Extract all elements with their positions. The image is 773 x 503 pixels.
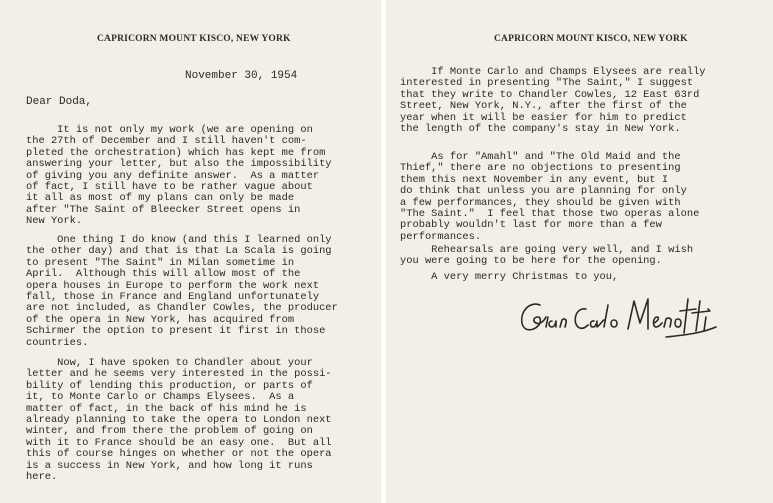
text-line: Rehearsals are going very well, and I wish bbox=[400, 244, 694, 256]
text-line: this of course hinges on whether or not the opera bbox=[26, 448, 332, 461]
letter-page-left bbox=[0, 0, 381, 503]
text-line: a few performances, they should be given with bbox=[400, 196, 681, 209]
text-line: pleted the orchestration) which has kept me from bbox=[26, 146, 326, 159]
letter-date: November 30, 1954 bbox=[185, 70, 298, 82]
text-line: It is not only my work (we are opening on bbox=[26, 124, 313, 136]
signature bbox=[516, 287, 726, 347]
text-line: bility of lending this production, or parts of bbox=[26, 379, 313, 392]
text-line: countries. bbox=[26, 336, 89, 349]
text-line: "The Saint." I feel that those two operas alone bbox=[400, 207, 700, 220]
paragraph bbox=[26, 358, 332, 483]
text-line: matter of fact, in the back of his mind he is bbox=[26, 402, 307, 415]
text-line: do think that unless you are planning for only bbox=[400, 185, 687, 198]
paragraph bbox=[400, 67, 706, 135]
paragraph bbox=[26, 125, 332, 228]
text-line: after "The Saint of Bleecker Street opens in bbox=[26, 203, 301, 216]
text-line: Schirmer the option to present it first in those bbox=[26, 325, 326, 338]
text-line: answering your letter, but also the impossibility bbox=[26, 158, 332, 171]
letterhead: CAPRICORN MOUNT KISCO, NEW YORK bbox=[494, 34, 688, 44]
text-line: Street, New York, N.Y., after the first of the bbox=[400, 100, 687, 113]
text-line: winter, and from there the problem of going on bbox=[26, 425, 313, 438]
text-line: New York. bbox=[26, 215, 83, 228]
text-line: One thing I do know (and this I learned only bbox=[26, 234, 332, 246]
text-line: here. bbox=[26, 470, 58, 483]
text-line: As for "Amahl" and "The Old Maid and the bbox=[400, 151, 681, 163]
signature-icon bbox=[516, 287, 726, 347]
text-line: that they write to Chandler Cowles, 12 East 63rd bbox=[400, 88, 700, 101]
text-line: probably wouldn't last for more than a few bbox=[400, 219, 662, 232]
salutation: Dear Doda, bbox=[26, 96, 93, 108]
letterhead: CAPRICORN MOUNT KISCO, NEW YORK bbox=[97, 34, 291, 44]
text-line: year when it will be easier for him to predict bbox=[400, 111, 687, 124]
text-line: of the opera in New York, has acquired from bbox=[26, 313, 295, 326]
text-line: A very merry Christmas to you, bbox=[400, 271, 619, 283]
text-line: them this next November in any event, but I bbox=[400, 173, 669, 186]
text-line: of giving you any definite answer. As a matter bbox=[26, 169, 320, 182]
text-line: to present "The Saint" in Milan sometime in bbox=[26, 256, 295, 269]
text-line: is a success in New York, and how long it runs bbox=[26, 459, 313, 472]
text-line: you were going to be here for the opening. bbox=[400, 255, 662, 268]
text-line: it, to Monte Carlo or Champs Elysees. As a bbox=[26, 391, 295, 404]
text-line: opera houses in Europe to perform the work next bbox=[26, 279, 320, 292]
text-line: with it to France should be an easy one. But all bbox=[26, 436, 332, 449]
text-line: the 27th of December and I still haven't com- bbox=[26, 135, 307, 148]
paragraph bbox=[26, 235, 338, 349]
closing bbox=[400, 272, 618, 283]
paragraph bbox=[400, 152, 699, 243]
text-line: fall, those in France and England unfortunately bbox=[26, 290, 320, 303]
text-line: are not included, as Chandler Cowles, the producer bbox=[26, 302, 338, 315]
text-line: of fact, I still have to be rather vague about bbox=[26, 180, 313, 193]
text-line: If Monte Carlo and Champs Elysees are really bbox=[400, 66, 706, 78]
text-line: interested in presenting "The Saint," I suggest bbox=[400, 77, 694, 90]
text-line: already planning to take the opera to London next bbox=[26, 413, 332, 426]
text-line: Thief," there are no objections to presenting bbox=[400, 162, 681, 175]
text-line: performances. bbox=[400, 230, 482, 243]
text-line: the other day) and that is that La Scala is going bbox=[26, 245, 332, 258]
text-line: it all as most of my plans can only be made bbox=[26, 192, 295, 205]
text-line: April. Although this will allow most of the bbox=[26, 268, 301, 281]
text-line: Now, I have spoken to Chandler about your bbox=[26, 357, 313, 369]
text-line: letter and he seems very interested in the possi- bbox=[26, 368, 332, 381]
text-line: the length of the company's stay in New York. bbox=[400, 122, 681, 135]
letter-page-right bbox=[386, 0, 773, 503]
paragraph bbox=[400, 245, 693, 268]
